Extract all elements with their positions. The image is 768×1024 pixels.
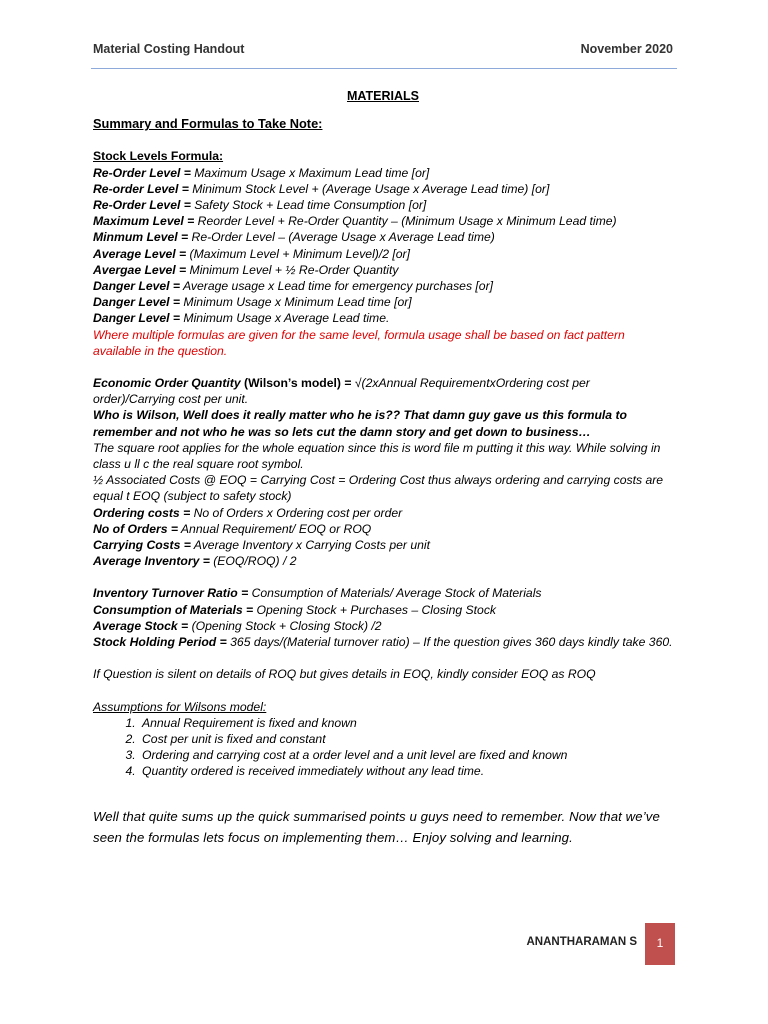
stock-levels-heading: Stock Levels Formula: — [93, 149, 224, 164]
assumptions-list — [93, 715, 673, 780]
formula-line: Danger Level = Minimum Usage x Average Lead time. — [93, 311, 390, 326]
assumptions-heading: Assumptions for Wilsons model: — [93, 699, 267, 714]
formula-line: Danger Level = Average usage x Lead time for emergency purchases [or] — [93, 279, 494, 294]
summary-heading: Summary and Formulas to Take Note: — [93, 116, 323, 132]
formula-line: Maximum Level = Reorder Level + Re-Order Quantity – (Minimum Usage x Minimum Lead time) — [93, 214, 617, 229]
list-item: 2. Cost per unit is fixed and constant — [139, 731, 673, 747]
header-date: November 2020 — [580, 42, 673, 56]
multiple-formula-note: Where multiple formulas are given for the same level, formula usage shall be based on fact pattern available in the question. — [93, 327, 625, 358]
closing-paragraph: Well that quite sums up the quick summarised points u guys need to remember. Now that we’ve seen the formulas lets focus on implementing them… Enjoy solving and learning. — [93, 808, 660, 845]
formula-line: Average Stock = (Opening Stock + Closing Stock) /2 — [93, 618, 382, 633]
list-item: 4. Quantity ordered is received immediately without any lead time. — [139, 763, 673, 779]
footer-author: ANANTHARAMAN S — [526, 936, 637, 948]
header-divider — [91, 68, 677, 69]
formula-line: Avergae Level = Minimum Level + ½ Re-Order Quantity — [93, 262, 399, 277]
formula-line: Re-Order Level = Maximum Usage x Maximum Lead time [or] — [93, 165, 430, 180]
list-item: 3. Ordering and carrying cost at a order level and a unit level are fixed and known — [139, 747, 673, 763]
formula-line: Average Inventory = (EOQ/ROQ) / 2 — [93, 554, 297, 569]
page-title: MATERIALS — [347, 89, 419, 103]
formula-line: Re-order Level = Minimum Stock Level + (Average Usage x Average Lead time) [or] — [93, 181, 550, 196]
formula-line: Inventory Turnover Ratio = Consumption of Materials/ Average Stock of Materials — [93, 586, 542, 601]
eoq-formula: Economic Order Quantity (Wilson’s model) = √(2xAnnual RequirementxOrdering cost per order)/Carrying cost per unit. — [93, 376, 590, 407]
formula-line: Danger Level = Minimum Usage x Minimum Lead time [or] — [93, 295, 412, 310]
page-header — [93, 42, 673, 62]
list-item: 1. Annual Requirement is fixed and known — [139, 715, 673, 731]
associated-costs-note: ½ Associated Costs @ EOQ = Carrying Cost = Ordering Cost thus always ordering and carrying costs are equal t EOQ (subject to safety stock) — [93, 473, 664, 504]
wilson-note: Who is Wilson, Well does it really matter who he is?? That damn guy gave us this formula to remember and not who he was so lets cut the damn story and get down to business… — [93, 408, 627, 439]
formula-line: Average Level = (Maximum Level + Minimum Level)/2 [or] — [93, 246, 410, 261]
document-body — [93, 88, 673, 848]
roq-note: If Question is silent on details of ROQ but gives details in EOQ, kindly consider EOQ as ROQ — [93, 667, 596, 682]
page-number-badge: 1 — [645, 923, 675, 965]
formula-line: Carrying Costs = Average Inventory x Carrying Costs per unit — [93, 538, 430, 553]
formula-line: Consumption of Materials = Opening Stock + Purchases – Closing Stock — [93, 602, 497, 617]
square-root-note: The square root applies for the whole equation since this is word file m putting it this way. While solving in class u ll c the real square root symbol. — [93, 440, 661, 472]
stock-levels-list — [93, 165, 673, 327]
formula-line: Ordering costs = No of Orders x Ordering cost per order — [93, 505, 403, 520]
formula-line: No of Orders = Annual Requirement/ EOQ or ROQ — [93, 521, 372, 536]
formula-line: Re-Order Level = Safety Stock + Lead time Consumption [or] — [93, 198, 427, 213]
formula-line: Minmum Level = Re-Order Level – (Average Usage x Average Lead time) — [93, 230, 495, 245]
header-title: Material Costing Handout — [93, 42, 245, 56]
formula-line: Stock Holding Period = 365 days/(Material turnover ratio) – If the question gives 360 days kindly take 360. — [93, 635, 673, 650]
